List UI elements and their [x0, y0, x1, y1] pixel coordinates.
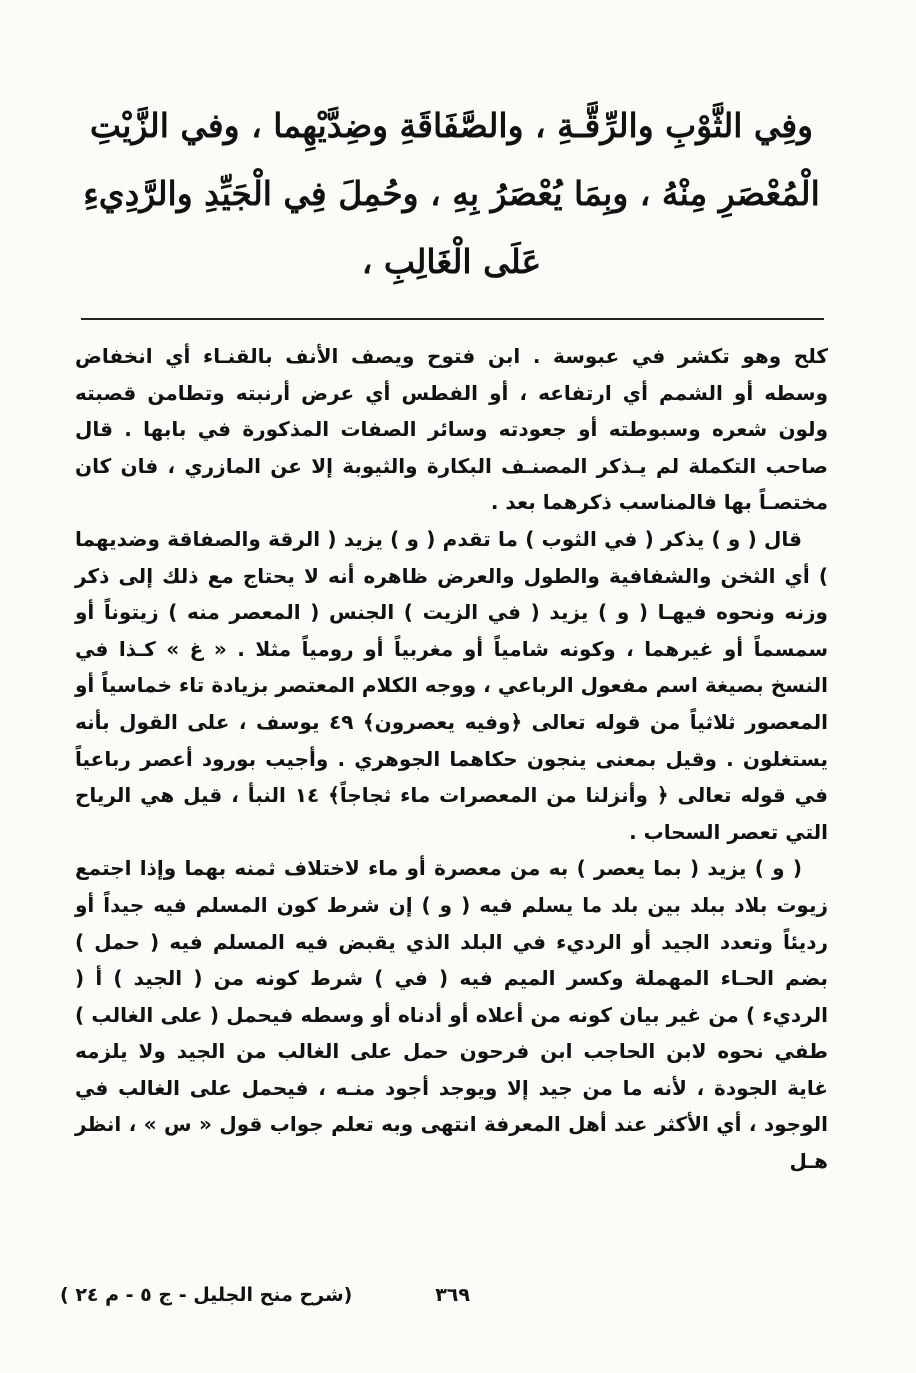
matn-line: الْمُعْصَرِ مِنْهُ ، وبِمَا يُعْصَرُ بِهِ ، وحُمِلَ فِي الْجَيِّدِ والرَّدِيءِ	[83, 174, 820, 213]
book-signature: (شرح منح الجليل - ج ٥ - م ٢٤ )	[60, 1284, 353, 1306]
matn-line: وفِي الثَّوْبِ والرِّقَّـةِ ، والصَّفَاقَةِ وضِدَّيْهِما ، وفي الزَّيْتِ	[89, 106, 814, 145]
page-number: ٣٦٩	[435, 1284, 470, 1306]
commentary-paragraph: كلح وهو تكشر في عبوسة . ابن فتوح ويصف الأنف بالقنـاء أي انخفاض وسطه أو الشمم أي ارتفاعه ، أو الفطس أي عرض أرنبته وتطامن قصبته ولون شعره وسبوطته أو جعودته وسائر الصفات المذكورة في بابها . قال صاحب التكملة لم يـذكر المصنـف البكارة والثيوبة إلا عن المازري ، فان كان مختصـاً بها فالمناسب ذكرهما بعد .	[75, 344, 828, 515]
commentary-paragraph: قال ( و ) يذكر ( في الثوب ) ما تقدم ( و ) يزيد ( الرقة والصفاقة وضديهما ) أي الثخن والشفافية والطول والعرض ظاهره أنه لا يحتاج مع ذلك إلى ذكر وزنه ونحوه فيهـا ( و ) يزيد ( في الزيت ) الجنس ( المعصر منه ) زيتوناً أو سمسماً أو غيرهما ، وكونه شامياً أو مغربياً أو رومياً مثلا . « غ » كـذا في النسخ بصيغة اسم مفعول الرباعي ، ووجه الكلام المعتصر بزيادة تاء خماسياً أو المعصور ثلاثياً من قوله تعالى ﴿وفيه يعصرون﴾ ٤٩ يوسف ، على القول بأنه يستغلون . وقيل بمعنى ينجون حكاهما الجوهري . وأجيب بورود أعصر رباعياً في قوله تعالى ﴿ وأنزلنا من المعصرات ماء ثجاجاً﴾ ١٤ النبأ ، قيل هي الرياح التي تعصر السحاب .	[75, 526, 828, 844]
matn-text	[75, 88, 828, 296]
page-footer	[60, 1284, 820, 1314]
commentary-paragraph: ( و ) يزيد ( بما يعصر ) به من معصرة أو ماء لاختلاف ثمنه بهما وإذا اجتمع زيوت بلاد ببلد بين بلد ما يسلم فيه ( و ) إن شرط كون المسلم فيه جيداً أو رديئاً وتعدد الجيد أو الرديء في البلد الذي يقبض فيه المسلم فيه ( حمل ) بضم الحـاء المهملة وكسر الميم فيه ( في ) شرط كونه من ( الجيد ) أ ( الرديء ) من غير بيان كونه من أعلاه أو أدناه أو وسطه فيحمل ( على الغالب ) طفي نحوه لابن الحاجب ابن فرحون حمل على الغالب من الجيد ولا يلزمه غاية الجودة ، لأنه ما من جيد إلا ويوجد أجود منـه ، فيحمل على الغالب في الوجود ، أي الأكثر عند أهل المعرفة انتهى وبه تعلم جواب قول « س » ، انظر هـل	[75, 856, 828, 1174]
matn-line: عَلَى الْغَالِبِ ،	[361, 242, 542, 281]
commentary-text	[75, 338, 828, 1180]
separator-rule	[81, 318, 824, 320]
